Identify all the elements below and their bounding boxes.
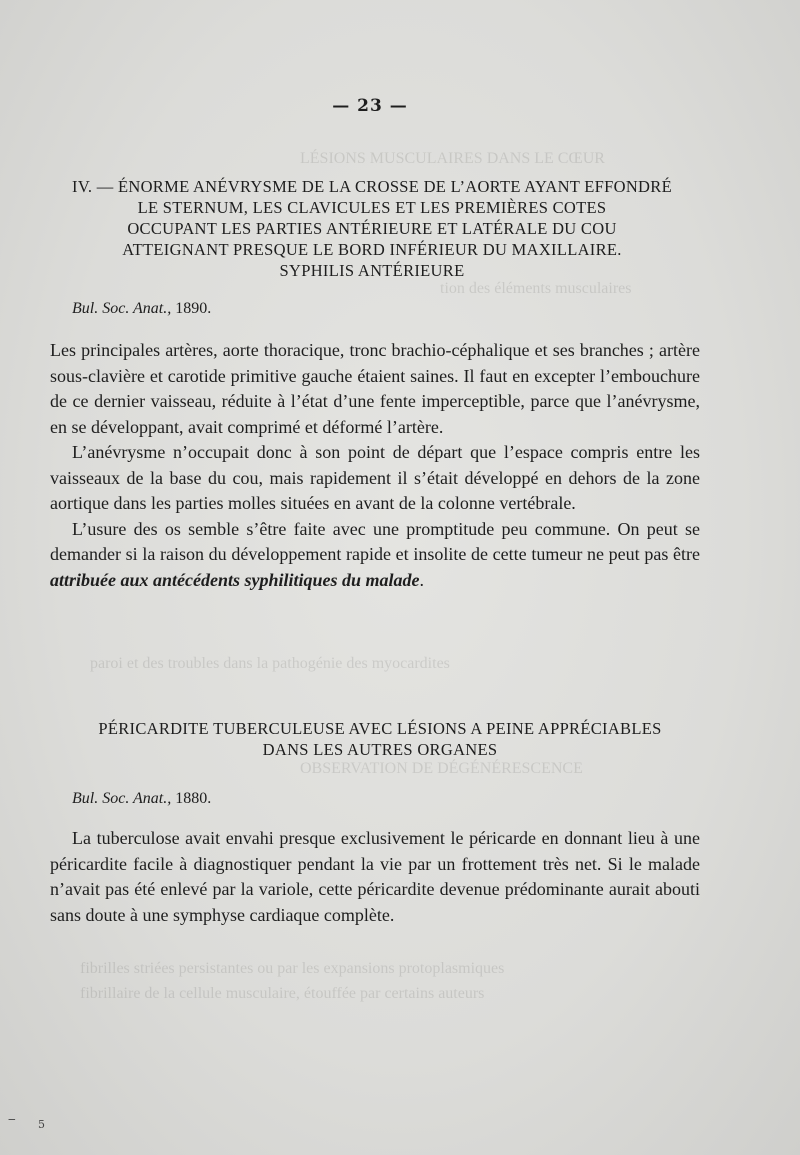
title-line: ATTEIGNANT PRESQUE LE BORD INFÉRIEUR DU MAXILLAIRE. [122,240,622,259]
paragraph: Les principales artères, aorte thoracique, tronc brachio-céphalique et ses branches ; artère sous-clavière et carotide primitive gauche étaient saines. Il faut en excepter l’embouchure de ce dernier vaisseau, réduite à l’état d’une fente imperceptible, parce que l’anévrysme, en se développant, avait comprimé et déformé l’artère. [50,340,700,437]
paragraph-end: . [419,569,425,590]
reference-label: Bul. Soc. Anat., [72,790,172,807]
margin-number: 5 [38,1118,45,1131]
bibliographic-reference [72,300,211,318]
title-line: OCCUPANT LES PARTIES ANTÉRIEURE ET LATÉRALE DU COU [127,219,617,238]
page-number: — 23 — [332,96,408,116]
reference-year: 1890. [175,300,212,317]
paragraph-text: L’usure des os semble s’être faite avec une promptitude peu commune. On peut se demander si la raison du développement rapide et insolite de cette tumeur ne peut pas être [50,518,700,564]
bleed-through-text: OBSERVATION DE DÉGÉNÉRESCENCE [300,760,583,777]
title-line: SYPHILIS ANTÉRIEURE [279,261,465,280]
title-line: PÉRICARDITE TUBERCULEUSE AVEC LÉSIONS A PEINE APPRÉCIABLES [98,719,662,738]
bleed-through-text: fibrillaire de la cellule musculaire, étouffée par certains auteurs [80,985,485,1002]
paragraph: L’anévrysme n’occupait donc à son point de départ que l’espace compris entre les vaisseaux de la base du cou, mais rapidement il s’était développé en dehors de la zone aortique dans les parties molles situées en avant de la colonne vertébrale. [50,442,700,513]
margin-mark-icon: ‒ [8,1112,16,1126]
reference-year: 1880. [175,790,212,807]
title-line: IV. — ÉNORME ANÉVRYSME DE LA CROSSE DE L’AORTE AYANT EFFONDRÉ [72,177,672,196]
bleed-through-text: fibrilles striées persistantes ou par les expansions protoplasmiques [80,960,505,977]
section-title [60,718,700,760]
paragraph: La tuberculose avait envahi presque exclusivement le péricarde en donnant lieu à une péricardite facile à diagnostiquer pendant la vie par un frottement très net. Si le malade n’avait pas été enlevé par la variole, cette péricardite devenue prédominante aurait abouti sans doute à une symphyse cardiaque complète. [50,828,700,925]
reference-label: Bul. Soc. Anat., [72,300,172,317]
title-line: LE STERNUM, LES CLAVICULES ET LES PREMIÈRES COTES [137,198,607,217]
section-body [50,826,700,928]
bibliographic-reference [72,790,211,808]
title-line: DANS LES AUTRES ORGANES [262,740,498,759]
bleed-through-text: tion des éléments musculaires [440,280,632,297]
bleed-through-text: LÉSIONS MUSCULAIRES DANS LE CŒUR [300,150,605,167]
section-body [50,338,700,593]
emphasized-text: attribuée aux antécédents syphilitiques du malade [50,569,420,590]
paragraph [50,517,700,594]
bleed-through-text: paroi et des troubles dans la pathogénie des myocardites [90,655,450,672]
section-title [48,176,696,281]
